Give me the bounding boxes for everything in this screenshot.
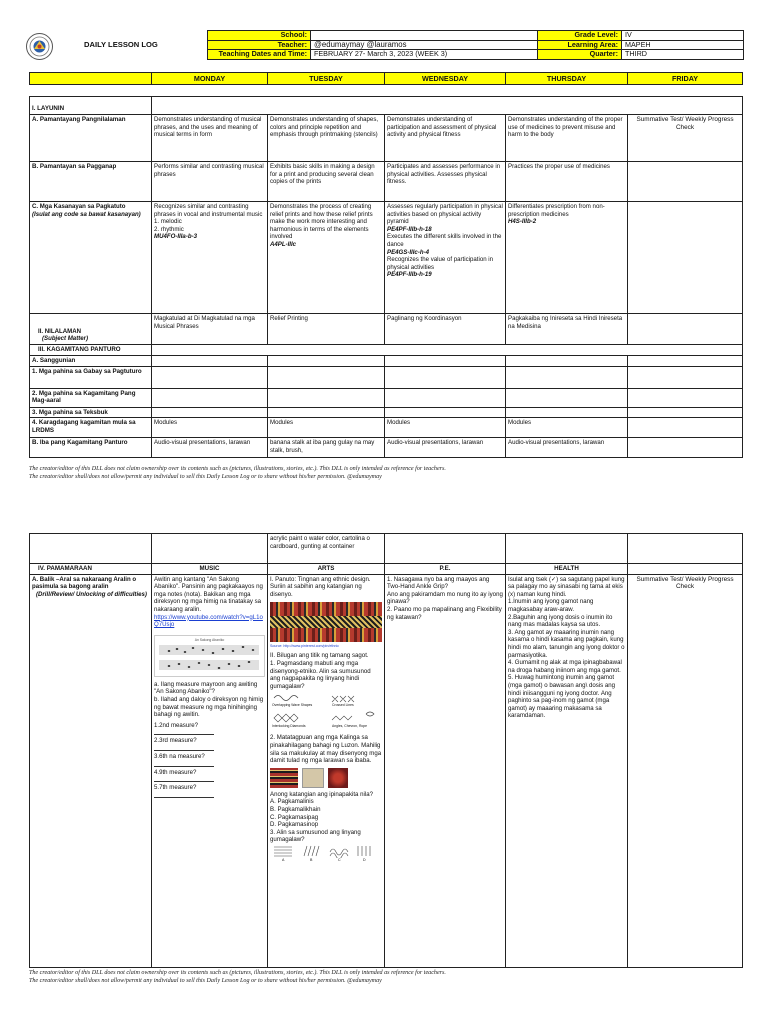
s1 (152, 356, 268, 367)
mon-balik-1: Awitin ang kantang "An Sakong Abaniko". Pansinin ang pagkakaayos ng mga notes (nota). Bakikan ang mga direksyon ng mga himig na tinatakay sa nakaraang aralin. (154, 575, 263, 613)
mon-kasanayan-text: Recognizes similar and contrasting phrases in vocal and instrumental music (154, 203, 263, 218)
wed-lrdms: Modules (385, 418, 506, 438)
days-row (29, 72, 743, 85)
fri-pangnilalaman: Summative Test/ Weekly Progress Check (628, 115, 743, 162)
mon-code: MU4FO-IIIa-b-3 (154, 233, 197, 241)
pamamaraan-heading: IV. PAMAMARAAN (30, 564, 152, 575)
tue-balik-5: Anong katangian ang ipinapakita nila? (270, 790, 373, 798)
mon-balik-2: a. Ilang measure mayroon ang awiting "An Sakong Abaniko"? (154, 680, 258, 696)
tue-kasanayan (268, 202, 385, 314)
row-label-sanggunian: A. Sanggunian (30, 356, 152, 367)
thu-kasanayan-text: Differentiates prescription from non-prescription medicines (508, 203, 605, 218)
tue-balik (268, 574, 385, 967)
tue-kasanayan-text: Demonstrates the process of creating relief prints and how these relief prints make the work more interesting and harmonious in terms of the elements involved (270, 203, 373, 241)
fig-label-c: Interlocking Diamonds (272, 724, 306, 729)
subject-health: HEALTH (506, 564, 628, 575)
row-label-teksbuk: 3. Mga pahina sa Teksbuk (30, 407, 152, 418)
day-thursday: THURSDAY (506, 73, 628, 85)
lesson-table-page1 (29, 96, 743, 458)
thu-balik (506, 574, 628, 967)
mon-q4-blank (154, 776, 214, 782)
fig-b: B (310, 857, 313, 862)
mon-lrdms: Modules (152, 418, 268, 438)
row-label-balik-aral (30, 574, 152, 967)
subject-pe: P.E. (385, 564, 506, 575)
subject-music: MUSIC (152, 564, 268, 575)
mon-q5: 5.7th measure? (154, 784, 197, 792)
thu-item-5: 5. Huwag humintong inumin ang gamot (mga gamot) o bawasan ang\ dosis ang hindi iniisangguni ng iyong doctor. Ang paghinto sa pag-inom ng gamot (mga gamot) ay maaaring makasama sa karamdaman. (508, 674, 616, 720)
kalinga-image-1 (270, 768, 298, 788)
thu-iba: Audio-visual presentations, larawan (506, 438, 628, 458)
dll-title: DAILY LESSON LOG (84, 40, 158, 49)
school-value (311, 31, 538, 41)
day-friday: FRIDAY (628, 73, 743, 85)
mon-kasanayan-1: 1. melodic (154, 218, 182, 226)
choice-b: B. Pagkamalikhain (270, 805, 321, 813)
kalinga-clothing-images (270, 768, 382, 788)
tue-iba-cont: acrylic paint o water color, cartolina o cardboard, gunting at container (268, 534, 385, 564)
day-tuesday: TUESDAY (268, 73, 385, 85)
mon-q5-blank (154, 792, 214, 798)
fig-c: C (338, 857, 341, 862)
thu-pagganap: Practices the proper use of medicines (506, 162, 628, 202)
kasanayan-label: C. Mga Kasanayan sa Pagkatuto (32, 203, 126, 210)
mon-pagganap: Performs similar and contrasting musical phrases (152, 162, 268, 202)
deped-seal-icon (26, 33, 53, 60)
cont-blank-5 (506, 534, 628, 564)
row-label-kasanayan (30, 202, 152, 314)
mon-q4: 4.9th measure? (154, 768, 197, 776)
fri-pagganap (628, 162, 743, 202)
g4 (506, 366, 628, 388)
wed-code-3: PE4PF-IIIb-h-19 (387, 271, 432, 279)
s3 (385, 356, 506, 367)
wed-code-2: PE4GS-IIIc-h-4 (387, 248, 429, 256)
footer-2-line: The creator/editor shall/does not allow/permit any individual to sell this Daily Lesson Log or to share without his/her permission. @edumaymay (29, 473, 382, 480)
lines-figure (270, 692, 382, 732)
tue-source: Source: http://www.pinterest.com/pin/ethnic (270, 644, 339, 649)
fri-kasanayan (628, 202, 743, 314)
song-score-title: An Sakong Abaniko (194, 637, 225, 642)
header-left-table (207, 30, 538, 60)
moving-lines-icon (270, 844, 380, 858)
footer-page2 (29, 970, 742, 985)
wed-q1: 1. Nasagawa nyo ba ang maayos ang Two-Hand Ankle Grip? (387, 575, 490, 591)
tue-balik-1: I. Panuto: Tingnan ang ethnic design. Suriin at sabihin ang katangian ng disenyo. (270, 575, 371, 598)
row-label-pagganap: B. Pamantayan sa Pagganap (30, 162, 152, 202)
tue-balik-3: 1. Pagmasdang mabuti ang mga disenyong-etniko. Alin sa sumusunod ang nagpapakita ng linyang hindi gumagalaw? (270, 659, 371, 690)
tue-balik-6: 3. Alin sa sumusunod ang linyang gumagalaw? (270, 828, 361, 844)
thu-item-4: 4. Gumamit ng alak at mga ipinagbabawal na droga habang iniinom ang mga gamot. (508, 659, 622, 674)
row-label-iba: B. Iba pang Kagamitang Panturo (30, 438, 152, 458)
cont-blank-2 (152, 534, 268, 564)
quarter-value: THIRD (622, 50, 744, 60)
header-right-table (537, 30, 744, 60)
footer-1-line: The creator/editor of this DLL does not claim ownership over its contents such as (pictures, illustrations, stories, etc.). This DLL is only intended as reference for teachers. (29, 466, 446, 472)
wed-balik (385, 574, 506, 967)
t4 (506, 407, 628, 418)
mon-q3: 3.6th na measure? (154, 752, 205, 760)
tue-code: A4PL-IIIc (270, 240, 297, 248)
dates-label: Teaching Dates and Time: (208, 50, 311, 60)
wed-kasanayan-2: Executes the different skills involved in the dance (387, 233, 502, 248)
balik-sub: (Drill/Review/ Unlocking of difficulties) (36, 590, 147, 598)
youtube-link[interactable]: https://www.youtube.com/watch?v=gL1oQ7Usjo (154, 613, 263, 629)
thu-pangnilalaman: Demonstrates understanding of the proper use of medicines to prevent misuse and harm to the body (506, 115, 628, 162)
choice-d: D. Pagkamasinop (270, 821, 319, 829)
teacher-value: @edumaymay @lauramos (311, 40, 538, 50)
area-label: Learning Area: (538, 40, 622, 50)
g3 (385, 366, 506, 388)
k5 (628, 388, 743, 407)
footer-1-line-p2: The creator/editor of this DLL does not claim ownership over its contents such as (pictures, illustrations, stories, etc.). This DLL is only intended as reference for teachers. (29, 970, 446, 976)
fig-label-b: Crossed Lines (332, 703, 354, 708)
thu-item-3: 3. Ang gamot ay maaaring inumin nang kasama o hindi kasama ang pagkain, kung hindi mo alam, tanungin ang iyong doktor o parmasiyotika. (508, 628, 625, 659)
thu-item-1: 1.Inumin ang iyong gamot nang magkasabay araw-araw. (508, 598, 594, 613)
kalinga-image-3 (328, 768, 348, 788)
fig-label-d: Angles, Chevron, Rope (332, 724, 368, 729)
tue-lrdms: Modules (268, 418, 385, 438)
tue-pagganap: Exhibits basic skills in making a design for a print and producing several clean copies of the prints (268, 162, 385, 202)
kalinga-image-2 (302, 768, 324, 788)
row-label-pangnilalaman: A. Pamantayang Pangnilalaman (30, 115, 152, 162)
row-label-nilalaman (30, 314, 152, 345)
grade-label: Grade Level: (538, 31, 622, 41)
layunin-heading: I. LAYUNIN (30, 97, 152, 115)
g1 (152, 366, 268, 388)
s4 (506, 356, 628, 367)
kasanayan-sub: (Isulat ang code sa bawat kasanayan) (32, 210, 141, 218)
song-score-image (154, 635, 265, 677)
nilalaman-sub: (Subject Matter) (42, 335, 89, 343)
t3 (385, 407, 506, 418)
fri-iba (628, 438, 743, 458)
wed-q2: Ano ang pakiramdam mo nung ito ay iyong ginawa? (387, 590, 503, 606)
fig-d: D (363, 857, 366, 862)
g2 (268, 366, 385, 388)
k1 (152, 388, 268, 407)
cont-blank-6 (628, 534, 743, 564)
cont-blank-1 (30, 534, 152, 564)
tue-balik-4: 2. Matatagpuan ang mga Kalinga sa pinakahilagang bahagi ng Luzon. Mahilig sila sa makukulay at may disenyong mga damit tulad ng mga larawan sa ibaba. (270, 734, 382, 765)
footer-page1 (29, 466, 742, 481)
tue-pangnilalaman: Demonstrates understanding of shapes, colors and principle repetition and emphasis through printmaking (stencils) (268, 115, 385, 162)
row-label-kagamitang-aaral: 2. Mga pahina sa Kagamitang Pang Mag-aaral (30, 388, 152, 407)
wed-kasanayan-3: Recognizes the value of participation in physical activities (387, 256, 494, 271)
teacher-label: Teacher: (208, 40, 311, 50)
mon-q2: 2.3rd measure? (154, 737, 197, 745)
day-wednesday: WEDNESDAY (385, 73, 506, 85)
t1 (152, 407, 268, 418)
tue-balik-2: II. Bilugan ang titik ng tamang sagot. (270, 652, 369, 660)
layunin-blank (152, 97, 743, 115)
k3 (385, 388, 506, 407)
t5 (628, 407, 743, 418)
day-monday: MONDAY (152, 73, 268, 85)
lesson-table-page2 (29, 533, 743, 968)
cont-blank-4 (385, 534, 506, 564)
row-label-kagamitan: III. KAGAMITANG PANTURO (30, 345, 152, 356)
ethnic-design-image (270, 602, 382, 642)
s5 (628, 356, 743, 367)
k4 (506, 388, 628, 407)
mon-iba: Audio-visual presentations, larawan (152, 438, 268, 458)
wed-kasanayan-1: Assesses regularly participation in physical activities based on physical activity pyramid (387, 203, 503, 226)
mon-kasanayan (152, 202, 268, 314)
tue-iba: banana stalk at iba pang gulay na may stalk, brush, (268, 438, 385, 458)
choice-a: A. Pagkamalinis (270, 798, 314, 806)
fri-balik: Summative Test/ Weekly Progress Check (628, 574, 743, 967)
k2 (268, 388, 385, 407)
mon-q1-blank (154, 729, 214, 735)
kagamitan-blank (152, 345, 743, 356)
fri-lrdms (628, 418, 743, 438)
thu-lrdms: Modules (506, 418, 628, 438)
choice-c: C. Pagkamasipag (270, 813, 319, 821)
wed-kasanayan (385, 202, 506, 314)
wed-pagganap: Participates and assesses performance in physical activities. Assesses physical fitness. (385, 162, 506, 202)
t2 (268, 407, 385, 418)
thu-item-0: Isulat ang tsek (✓) sa sagutang papel kung sa palagay mo ay sinasabi ng tama at ekis (x) naman kung hindi. (508, 575, 625, 598)
g5 (628, 366, 743, 388)
school-label: School: (208, 31, 311, 41)
grade-value: IV (622, 31, 744, 41)
fig-label-a: Overlapping Wave Shapes (272, 703, 313, 708)
thu-code: H4S-IIIb-2 (508, 218, 537, 226)
mon-pangnilalaman: Demonstrates understanding of musical phrases, and the uses and meaning of musical terms in form (152, 115, 268, 162)
balik-label: A. Balik –Aral sa nakaraang Aralin o pasimula sa bagong aralin (32, 575, 137, 591)
wed-q3: 2. Paano mo pa mapalinang ang Flexibility ng katawan? (387, 605, 502, 621)
row-label-gabay: 1. Mga pahina sa Gabay sa Pagtuturo (30, 366, 152, 388)
row-label-lrdms: 4. Karagdagang kagamitan mula sa LRDMS (30, 418, 152, 438)
nilalaman-label: II. NILALAMAN (38, 327, 81, 335)
thu-kasanayan (506, 202, 628, 314)
mon-kasanayan-2: 2. rhythmic (154, 225, 184, 233)
fig-a: A (282, 857, 285, 862)
dates-value: FEBRUARY 27- March 3, 2023 (WEEK 3) (311, 50, 538, 60)
mon-balik (152, 574, 268, 967)
mon-nilalaman: Magkatulad at Di Magkatulad na mga Musical Phrases (152, 314, 268, 345)
area-value: MAPEH (622, 40, 744, 50)
mon-balik-3: b. Ilahad ang daloy o direksyon ng himig ng bawat measure ng mga hinihinging bahagi ng awitin. (154, 695, 264, 719)
wed-nilalaman: Paglinang ng Koordinasyon (385, 314, 506, 345)
thu-nilalaman: Pagkakaiba ng Inireseta sa Hindi Inireseta na Medisina (506, 314, 628, 345)
subject-blank (628, 564, 743, 575)
footer-2-line-p2: The creator/editor shall/does not allow/permit any individual to sell this Daily Lesson Log or to share without his/her permission. @edumaymay (29, 977, 382, 984)
music-staff-icon (157, 642, 261, 674)
mon-q3-blank (154, 761, 214, 767)
mon-q2-blank (154, 745, 214, 751)
wed-pangnilalaman: Demonstrates understanding of participation and assessment of physical activity and physical fitness (385, 115, 506, 162)
days-blank (30, 73, 152, 85)
s2 (268, 356, 385, 367)
moving-lines-figure (270, 844, 382, 864)
mon-q1: 1.2nd measure? (154, 721, 199, 729)
wed-code-1: PE4PF-IIIb-h-18 (387, 225, 432, 233)
wed-iba: Audio-visual presentations, larawan (385, 438, 506, 458)
fri-nilalaman (628, 314, 743, 345)
thu-item-2: 2.Baguhin ang iyong dosis o inumin ito nang mas madalas kaysa sa utos. (508, 613, 613, 629)
quarter-label: Quarter: (538, 50, 622, 60)
tue-nilalaman: Relief Printing (268, 314, 385, 345)
subject-arts: ARTS (268, 564, 385, 575)
